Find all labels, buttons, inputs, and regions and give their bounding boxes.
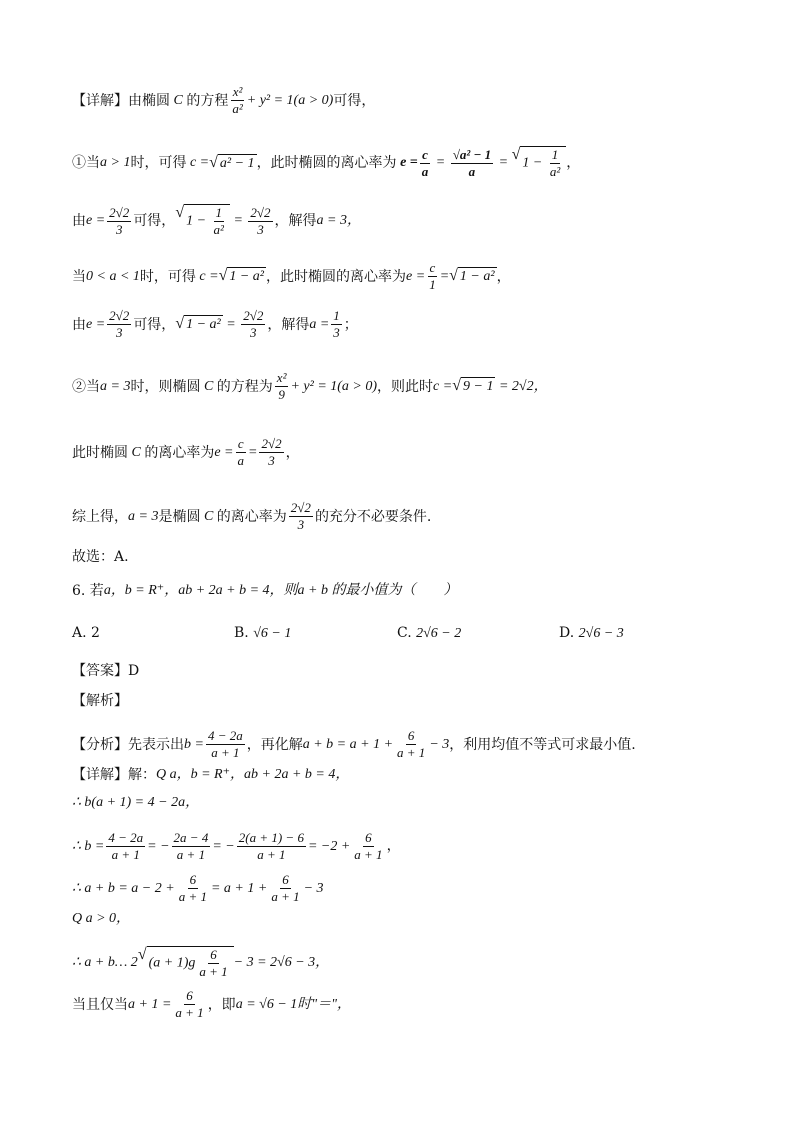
options — [72, 625, 712, 645]
sqrt: √ (a + 1)g $\frac{6}{a + 1}$ — [138, 946, 234, 980]
fraction: $\frac{1}{3}$ — [333, 308, 340, 340]
sqrt: √ 9 − 1 — [452, 377, 494, 394]
line-detail-intro: 【详解】 由椭圆 C 的方程 $\frac{\text{x²}}{\text{a²}}$ + y² = 1(a > 0) 可得， — [72, 84, 376, 116]
fraction: $\frac{c}{1}$ — [429, 260, 436, 292]
fraction: $\frac{4 - 2a}{a + 1}$ — [207, 728, 243, 760]
line-conclusion: 综上得， a = 3 是椭圆 C 的离心率为 $\frac{2√2}{3}$ 的充分不必要条件. — [72, 500, 432, 532]
fraction: $\frac{\text{√a² − 1}}{a}$ — [452, 146, 492, 179]
line-7: 此时椭圆 C 的离心率为 e = $\frac{c}{a}$ = $\frac{2√2}{3}$ ， — [72, 436, 300, 468]
line-case2: ②当 a = 3 时，则椭圆 C 的方程为 $\frac{\text{x²}}{9}$ + y² = 1(a > 0) ，则此时 c = √ 9 − 1 = 2√2， — [72, 370, 548, 402]
step-3: ∴ a + b = a − 2 + $\frac{6}{a + 1}$ = a + 1 + $\frac{6}{a + 1}$ − 3 — [72, 872, 324, 904]
line-3: 由 e = $\frac{2√2}{3}$ 可得， √ 1 − $\frac{1}{\text{a²}}$ = $\frac{2√2}{3}$ ，解得 a = 3， — [72, 204, 361, 237]
line-case1: ①当 a > 1 时，可得 c = √ a² − 1 ，此时椭圆的离心率为 e = $\frac{c}{a}$ = $\frac{\text{√a² − 1}}{a}$ = √ 1 − $\frac{1}{\text{a²}}$ ， — [72, 146, 581, 179]
sqrt: √ 1 − a² — [175, 315, 221, 332]
fraction: $\frac{4 - 2a}{a + 1}$ — [108, 830, 144, 862]
sqrt: √ 1 − $\frac{1}{\text{a²}}$ — [175, 204, 230, 238]
question-6: 6. 若 a，b = R⁺，ab + 2a + b = 4，则a + b 的最小值为（ ） — [72, 583, 458, 599]
step-1: ∴ b(a + 1) = 4 − 2a， — [72, 795, 200, 810]
step-6: 当且仅当 a + 1 = $\frac{6}{a + 1}$ ，即 a = √6 − 1时"＝"， — [72, 988, 352, 1020]
fraction: $\frac{2√2}{3}$ — [109, 308, 130, 340]
line-4: 当 0 < a < 1 时，可得 c = √ 1 − a² ，此时椭圆的离心率为 e = $\frac{c}{1}$ = √ 1 − a² ， — [72, 260, 511, 292]
fraction: $\frac{2√2}{3}$ — [250, 204, 271, 237]
fraction: $\frac{c}{a}$ — [237, 436, 245, 468]
step-4: Q a > 0， — [72, 911, 131, 926]
fraction: $\frac{2(a + 1) - 6}{a + 1}$ — [238, 830, 304, 862]
sqrt: √ 1 − $\frac{1}{\text{a²}}$ — [512, 146, 567, 180]
option-c: C. 2√6 − 2 — [397, 625, 462, 641]
analysis-line: 【分析】先表示出 b = $\frac{4 - 2a}{a + 1}$ ，再化解 a + b = a + 1 + $\frac{6}{a + 1}$ − 3 ，利用均值不等式可求最小值. — [72, 728, 636, 760]
fraction: $\frac{\text{x²}}{9}$ — [276, 370, 287, 402]
detail-header: 【详解】 — [72, 92, 128, 109]
fraction: $\frac{6}{a + 1}$ — [175, 988, 204, 1020]
fraction: $\frac{6}{a + 1}$ — [178, 872, 207, 904]
sqrt: √ 1 − a² — [449, 267, 495, 284]
fraction: $\frac{\text{x²}}{\text{a²}}$ — [232, 84, 243, 116]
step-2: ∴ b = $\frac{4 - 2a}{a + 1}$ = − $\frac{2a - 4}{a + 1}$ = − $\frac{2(a + 1) - 6}{a + 1}$ = −2 + $\frac{6}{a + 1}$ ， — [72, 830, 401, 862]
fraction: $\frac{2a - 4}{a + 1}$ — [173, 830, 209, 862]
answer-line: 【答案】D — [72, 663, 140, 679]
sqrt: √ a² − 1 — [209, 153, 255, 171]
option-b: B. √6 − 1 — [234, 625, 292, 641]
option-a: A. 2 — [72, 625, 100, 641]
step-5: ∴ a + b… 2 √ (a + 1)g $\frac{6}{a + 1}$ − 3 = 2√6 − 3， — [72, 946, 330, 979]
fraction: $\frac{2√2}{3}$ — [109, 204, 130, 237]
option-d: D. 2√6 − 3 — [559, 625, 624, 641]
line-5: 由 e = $\frac{2√2}{3}$ 可得， √ 1 − a² = $\frac{2√2}{3}$ ，解得 a = $\frac{1}{3}$ ； — [72, 308, 358, 340]
fraction: $\frac{6}{a + 1}$ — [397, 728, 426, 760]
fraction: $\frac{2√2}{3}$ — [261, 436, 282, 468]
sqrt: √ 1 − a² — [218, 267, 265, 284]
fraction: $\frac{2√2}{3}$ — [290, 500, 311, 532]
detail2-line: 【详解】解： Q a，b = R⁺，ab + 2a + b = 4， — [72, 767, 350, 783]
fraction: $\frac{2√2}{3}$ — [243, 308, 264, 340]
fraction: $\frac{6}{a + 1}$ — [271, 872, 300, 904]
analysis-title: 【解析】 — [72, 693, 128, 709]
line-select: 故选：A. — [72, 549, 129, 565]
fraction: $\frac{6}{a + 1}$ — [354, 830, 383, 862]
fraction: $\frac{c}{a}$ — [421, 146, 429, 179]
